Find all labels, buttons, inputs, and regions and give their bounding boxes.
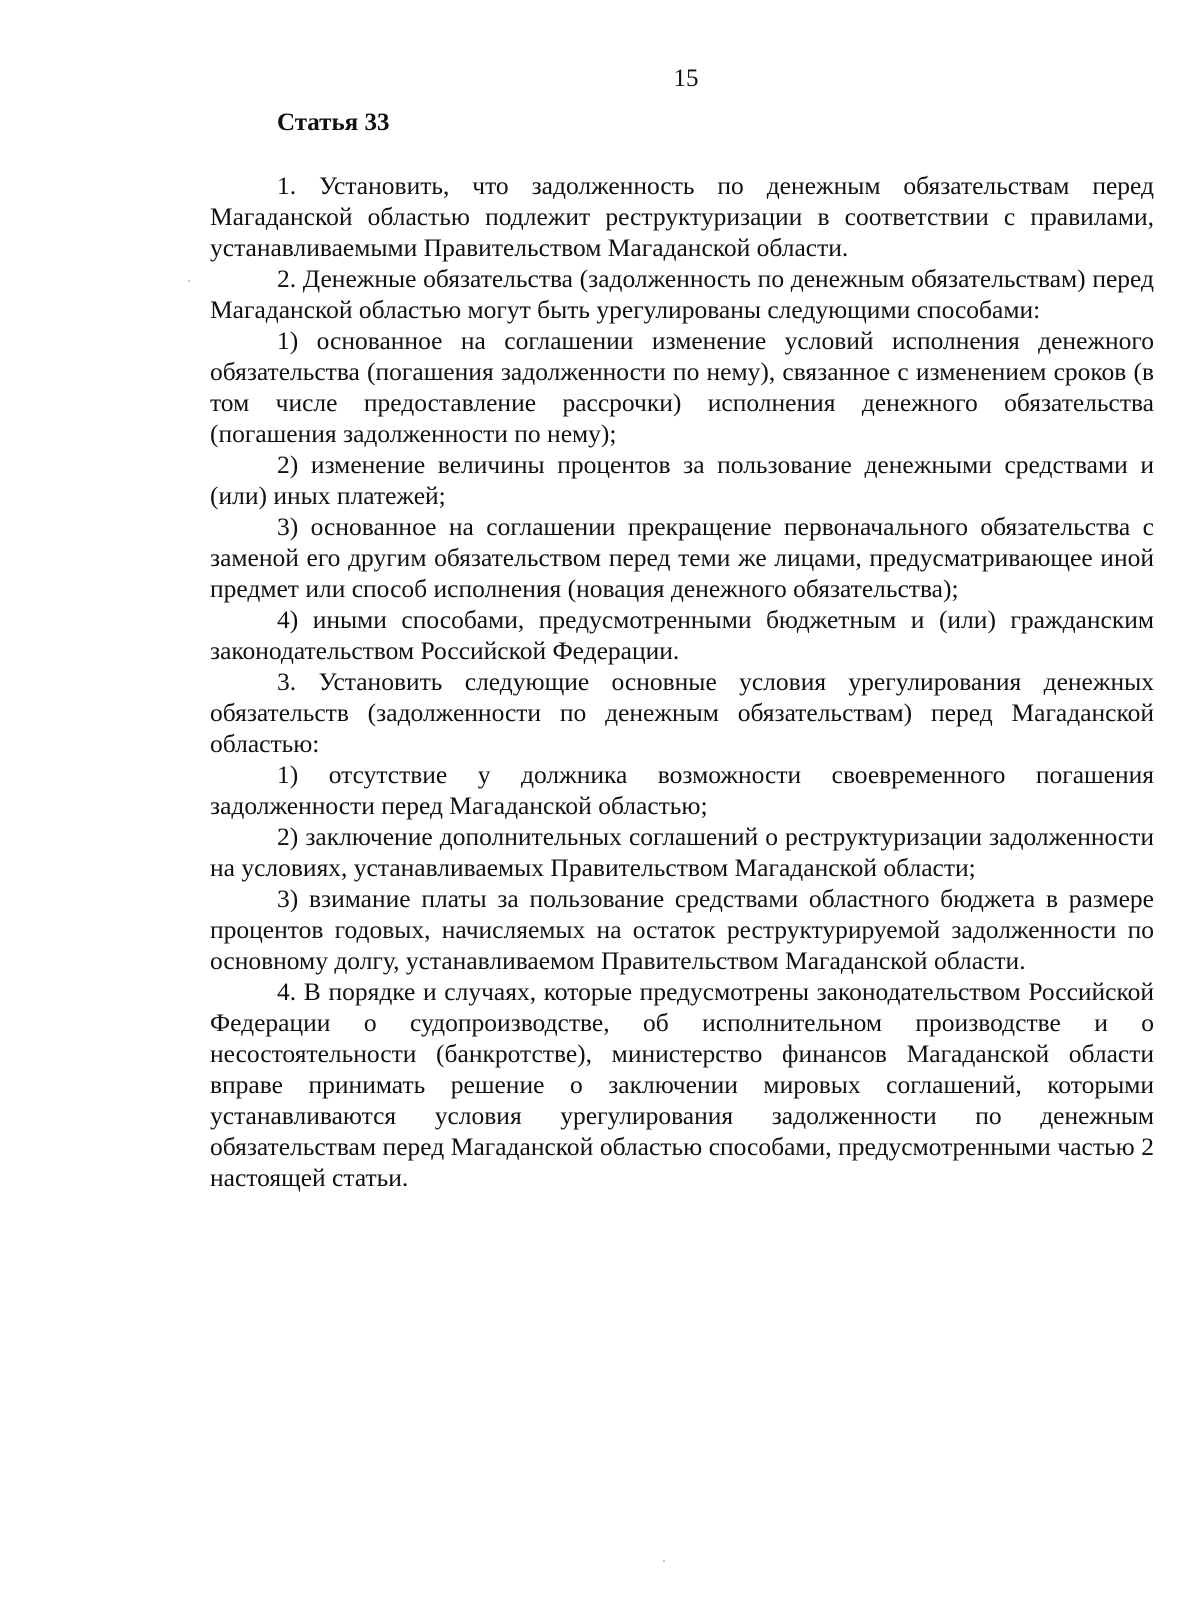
paragraph-part-2-item-1: 1) основанное на соглашении изменение условий исполнения денежного обязательства (погашения задолженности по нему), связанное с изменением сроков (в том числе предоставление рассрочки) исполнения денежного обязательства (погашения задолженности по нему);: [210, 326, 1154, 448]
paragraph-part-1: 1. Установить, что задолженность по денежным обязательствам перед Магаданской областью подлежит реструктуризации в соответствии с правилами, устанавливаемыми Правительством Магаданской области.: [210, 171, 1154, 262]
paragraph-part-2-item-3: 3) основанное на соглашении прекращение первоначального обязательства с заменой его другим обязательством перед теми же лицами, предусматривающее иной предмет или способ исполнения (новация денежного обязательства);: [210, 512, 1154, 603]
scan-speck: [663, 1560, 665, 1562]
article-body: [210, 170, 1154, 1193]
paragraph-part-3: 3. Установить следующие основные условия урегулирования денежных обязательств (задолженности по денежным обязательствам) перед Магаданской областью:: [210, 667, 1154, 758]
paragraph-part-3-item-1: 1) отсутствие у должника возможности своевременного погашения задолженности перед Магаданской областью;: [210, 760, 1154, 820]
scan-speck: [188, 280, 190, 282]
paragraph-part-2: 2. Денежные обязательства (задолженность по денежным обязательствам) перед Магаданской областью могут быть урегулированы следующими способами:: [210, 264, 1154, 324]
page-number: 15: [673, 65, 699, 92]
paragraph-part-3-item-3: 3) взимание платы за пользование средствами областного бюджета в размере процентов годовых, начисляемых на остаток реструктурируемой задолженности по основному долгу, устанавливаемом Правительством Магаданской области.: [210, 884, 1154, 975]
paragraph-part-2-item-4: 4) иными способами, предусмотренными бюджетным и (или) гражданским законодательством Российской Федерации.: [210, 605, 1154, 665]
paragraph-part-2-item-2: 2) изменение величины процентов за пользование денежными средствами и (или) иных платежей;: [210, 450, 1154, 510]
article-heading: Статья 33: [277, 109, 390, 136]
paragraph-part-3-item-2: 2) заключение дополнительных соглашений о реструктуризации задолженности на условиях, устанавливаемых Правительством Магаданской области;: [210, 822, 1154, 882]
paragraph-part-4: 4. В порядке и случаях, которые предусмотрены законодательством Российской Федерации о судопроизводстве, об исполнительном производстве и о несостоятельности (банкротстве), министерство финансов Магаданской области вправе принимать решение о заключении мировых соглашений, которыми устанавливаются условия урегулирования задолженности по денежным обязательствам перед Магаданской областью способами, предусмотренными частью 2 настоящей статьи.: [210, 977, 1154, 1192]
